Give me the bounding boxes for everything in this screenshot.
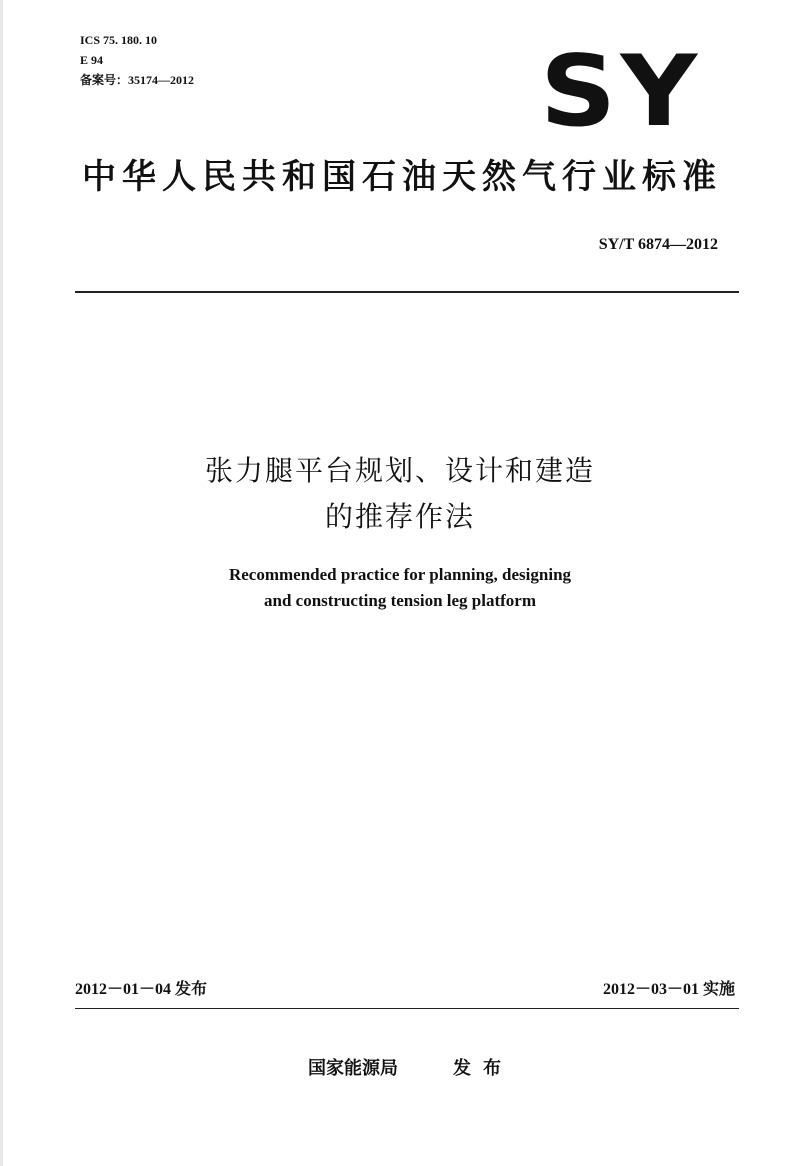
issue-date: 2012－01－04 发布 <box>75 981 208 998</box>
title-chinese <box>0 448 800 540</box>
organization-title: 中华人民共和国石油天然气行业标准 <box>82 157 722 197</box>
classification-code: E 94 <box>80 53 104 67</box>
document-meta <box>80 30 194 90</box>
footer-divider <box>75 1008 739 1009</box>
title-chinese-line1: 张力腿平台规划、设计和建造 <box>204 454 595 487</box>
title-english-line1: Recommended practice for planning, designing <box>228 565 572 584</box>
implementation-date: 2012－03－01 实施 <box>602 981 735 998</box>
issuer-name: 国家能源局 <box>308 1058 398 1079</box>
title-english <box>0 562 800 614</box>
title-english-line2: and constructing tension leg platform <box>264 591 536 610</box>
title-chinese-line2: 的推荐作法 <box>324 500 475 533</box>
issuer-action: 发布 <box>453 1058 513 1079</box>
filing-number: 备案号：35174—2012 <box>80 73 195 87</box>
standard-number: SY/T 6874—2012 <box>598 236 718 253</box>
ics-code: ICS 75. 180. 10 <box>80 33 158 47</box>
header-divider <box>75 291 739 293</box>
sy-logo: SY <box>540 35 702 149</box>
